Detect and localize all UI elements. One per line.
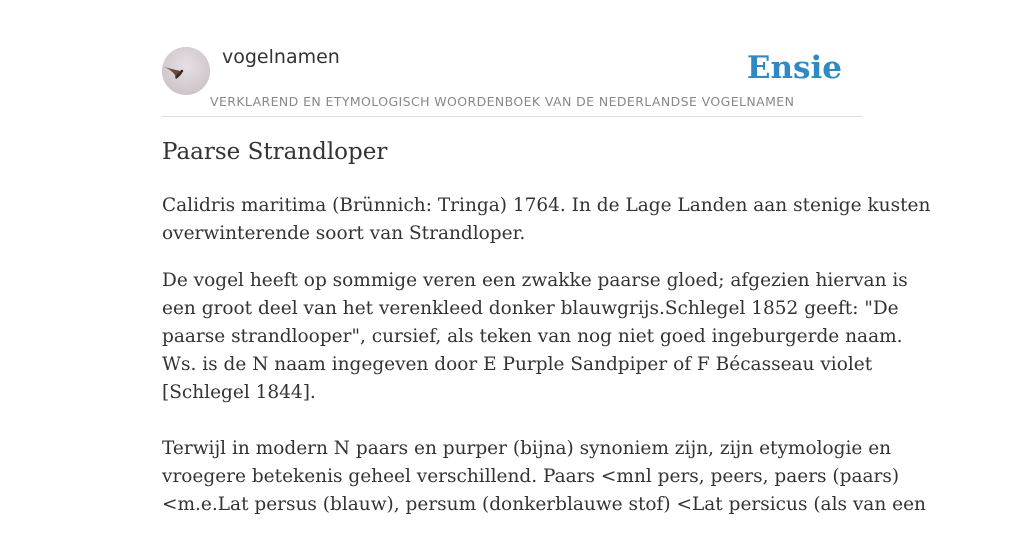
brand-logo-link[interactable]: Ensie xyxy=(746,50,842,86)
paragraph-line: Terwijl in modern N paars en purper (bijna) synoniem zijn, zijn etymologie en xyxy=(162,438,892,459)
paragraph-2 xyxy=(162,267,926,519)
avatar[interactable] xyxy=(162,47,210,95)
paragraph-line: paarse strandlooper", cursief, als teken van nog niet goed ingeburgerde naam. xyxy=(162,326,903,347)
paragraph-1 xyxy=(162,192,931,248)
paragraph-line: De vogel heeft op sommige veren een zwakke paarse gloed; afgezien hiervan is xyxy=(162,270,908,291)
paragraph-line: <m.e.Lat persus (blauw), persum (donkerblauwe stof) <Lat persicus (als van een xyxy=(162,494,926,515)
article-body xyxy=(162,192,931,538)
paragraph-line: Calidris maritima (Brünnich: Tringa) 1764. In de Lage Landen aan stenige kusten xyxy=(162,195,931,216)
paragraph-line: een groot deel van het verenkleed donker blauwgrijs.Schlegel 1852 geeft: "De xyxy=(162,298,899,319)
page-container xyxy=(162,0,931,515)
paragraph-line: vroegere betekenis geheel verschillend. Paars <mnl pers, peers, paers (paars) xyxy=(162,466,900,487)
bird-photo-icon xyxy=(162,47,210,95)
line-break xyxy=(162,407,862,435)
author-name[interactable]: vogelnamen xyxy=(222,46,340,68)
paragraph-line: overwinterende soort van Strandloper. xyxy=(162,223,526,244)
page-title: Paarse Strandloper xyxy=(162,139,388,165)
site-header xyxy=(162,0,862,117)
site-subtitle: VERKLAREND EN ETYMOLOGISCH WOORDENBOEK VAN DE NEDERLANDSE VOGELNAMEN xyxy=(210,94,795,109)
paragraph-line: [Schlegel 1844]. xyxy=(162,382,316,403)
paragraph-line: Ws. is de N naam ingegeven door E Purple Sandpiper of F Bécasseau violet xyxy=(162,354,873,375)
